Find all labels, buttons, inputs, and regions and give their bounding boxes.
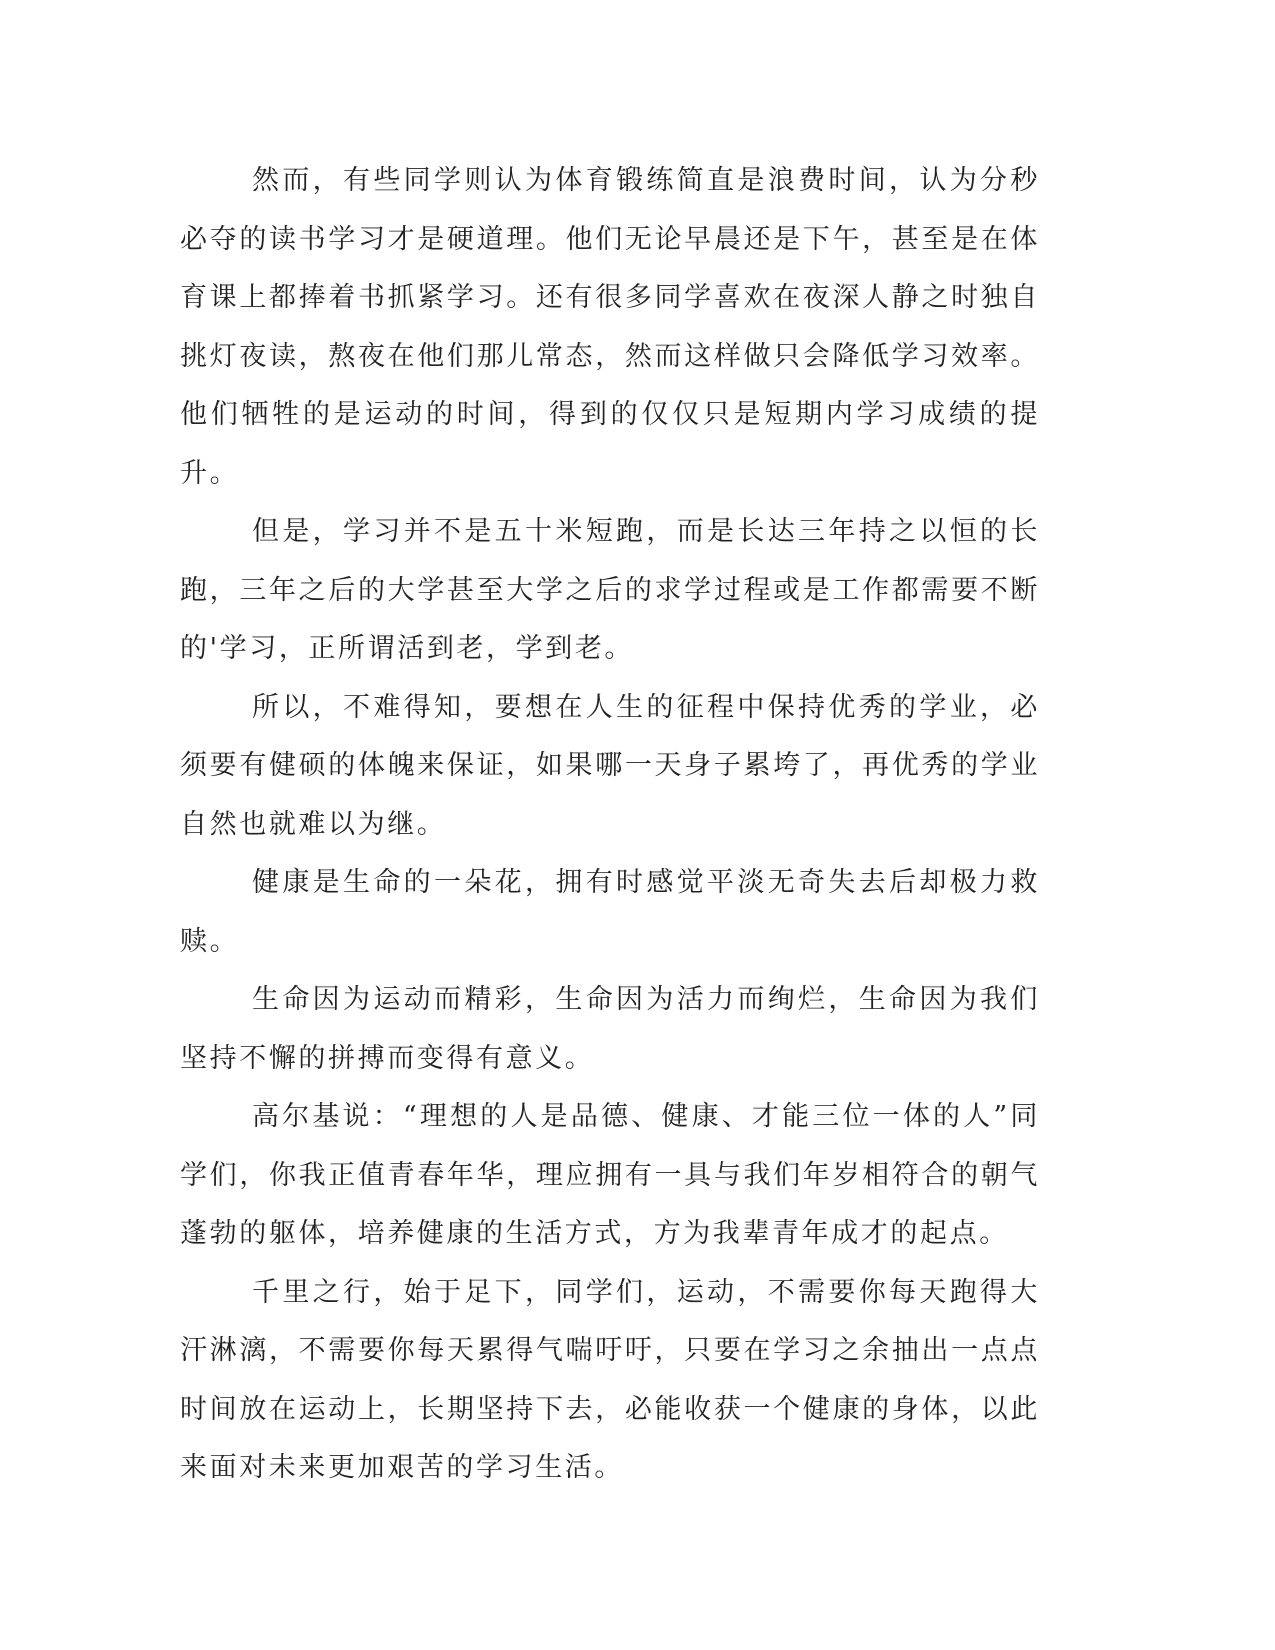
paragraph-7: 千里之行，始于足下，同学们，运动，不需要你每天跑得大汗淋漓，不需要你每天累得气喘吁吁，只要在学习之余抽出一点点时间放在运动上，长期坚持下去，必能收获一个健康的身体，以此来面对未来更加艰苦的学习生活。 bbox=[180, 1276, 1040, 1483]
paragraph-1: 然而，有些同学则认为体育锻练简直是浪费时间，认为分秒必夺的读书学习才是硬道理。他们无论早晨还是下午，甚至是在体育课上都捧着书抓紧学习。还有很多同学喜欢在夜深人静之时独自挑灯夜读，熬夜在他们那儿常态，然而这样做只会降低学习效率。他们牺牲的是运动的时间，得到的仅仅只是短期内学习成绩的提升。 bbox=[180, 165, 1040, 489]
paragraph-3: 所以，不难得知，要想在人生的征程中保持优秀的学业，必须要有健硕的体魄来保证，如果哪一天身子累垮了，再优秀的学业自然也就难以为继。 bbox=[180, 691, 1040, 840]
paragraph-5: 生命因为运动而精彩，生命因为活力而绚烂，生命因为我们坚持不懈的拼搏而变得有意义。 bbox=[180, 984, 1040, 1074]
paragraph-2: 但是，学习并不是五十米短跑，而是长达三年持之以恒的长跑，三年之后的大学甚至大学之后的求学过程或是工作都需要不断的'学习，正所谓活到老，学到老。 bbox=[180, 516, 1040, 664]
paragraph-4: 健康是生命的一朵花，拥有时感觉平淡无奇失去后却极力救赎。 bbox=[180, 867, 1040, 957]
paragraph-6: 高尔基说：“理想的人是品德、健康、才能三位一体的人”同学们，你我正值青春年华，理应拥有一具与我们年岁相符合的朝气蓬勃的躯体，培养健康的生活方式，方为我辈青年成才的起点。 bbox=[180, 1101, 1040, 1249]
document-body bbox=[180, 152, 1040, 1498]
